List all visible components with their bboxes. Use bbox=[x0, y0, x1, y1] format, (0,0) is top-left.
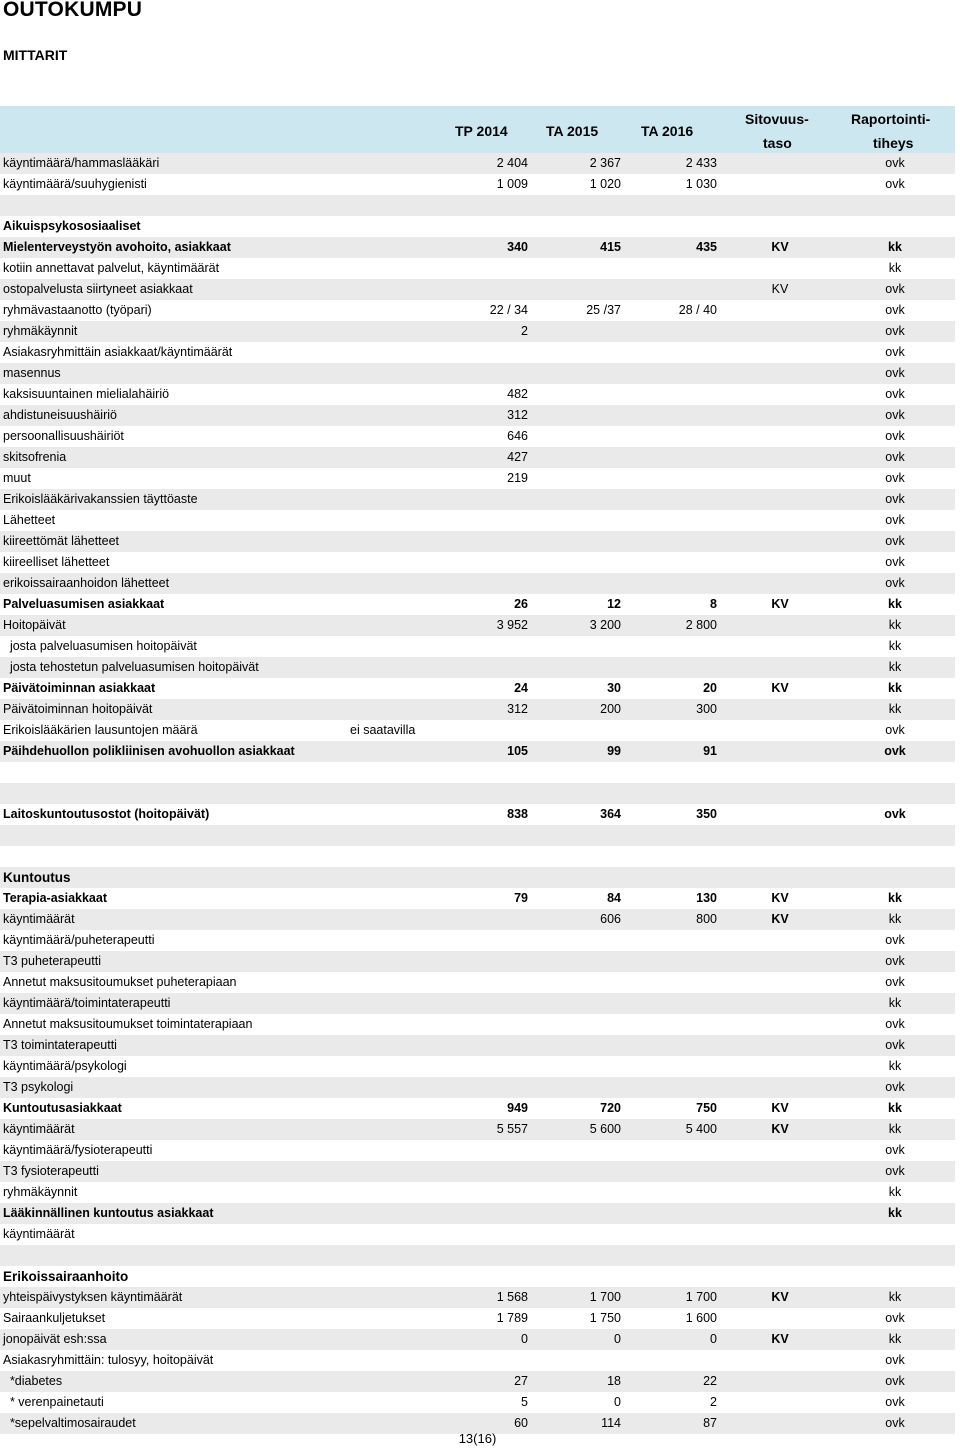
table-row bbox=[0, 888, 955, 909]
table-row bbox=[0, 720, 955, 741]
table-row bbox=[0, 594, 955, 615]
row-label: skitsofrenia bbox=[3, 450, 67, 464]
value-raportointi: ovk bbox=[885, 1311, 905, 1325]
value-raportointi: ovk bbox=[885, 1395, 905, 1409]
row-label: käyntimäärät bbox=[3, 1122, 75, 1136]
row-label: Hoitopäivät bbox=[3, 618, 66, 632]
table-row bbox=[0, 993, 955, 1014]
value-ta2015: 114 bbox=[601, 1416, 621, 1430]
value-raportointi: ovk bbox=[885, 954, 905, 968]
row-label: Asiakasryhmittäin: tulosyy, hoitopäivät bbox=[3, 1353, 214, 1367]
row-label: Päivätoiminnan asiakkaat bbox=[3, 681, 156, 695]
row-label: yhteispäivystyksen käyntimäärät bbox=[3, 1290, 183, 1304]
value-raportointi: kk bbox=[888, 1185, 902, 1199]
row-label: muut bbox=[3, 471, 31, 485]
brand-title: OUTOKUMPU bbox=[3, 0, 143, 21]
row-label: käyntimäärä/suuhygienisti bbox=[3, 177, 147, 191]
value-ta2015: 25 /37 bbox=[586, 303, 621, 317]
value-raportointi: ovk bbox=[885, 303, 905, 317]
value-raportointi: ovk bbox=[885, 534, 905, 548]
header-ta2016: TA 2016 bbox=[641, 123, 694, 139]
table-row bbox=[0, 1140, 955, 1161]
row-label: Erikoislääkärivakanssien täyttöaste bbox=[3, 492, 198, 506]
table-row bbox=[0, 1077, 955, 1098]
row-label: Lääkinnällinen kuntoutus asiakkaat bbox=[3, 1206, 214, 1220]
value-raportointi: ovk bbox=[884, 807, 906, 821]
table-row bbox=[0, 1203, 955, 1224]
value-ta2016: 435 bbox=[696, 240, 717, 254]
value-tp2014: 949 bbox=[507, 1101, 528, 1115]
value-ta2016: 350 bbox=[696, 807, 717, 821]
table-row bbox=[0, 1266, 955, 1287]
value-ta2015: 606 bbox=[600, 912, 621, 926]
value-raportointi: ovk bbox=[885, 345, 905, 359]
row-label: Erikoislääkärien lausuntojen määrä bbox=[3, 723, 198, 737]
row-label: kiireettömät lähetteet bbox=[3, 534, 120, 548]
row-label: T3 toimintaterapeutti bbox=[3, 1038, 117, 1052]
table-row bbox=[0, 783, 955, 804]
value-raportointi: kk bbox=[888, 681, 902, 695]
value-sitovuus: KV bbox=[771, 240, 789, 254]
value-tp2014: 60 bbox=[514, 1416, 528, 1430]
value-ta2015: 1 750 bbox=[589, 1311, 621, 1325]
value-raportointi: ovk bbox=[885, 1038, 905, 1052]
table-row bbox=[0, 930, 955, 951]
table-row bbox=[0, 636, 955, 657]
value-ta2015: 12 bbox=[607, 597, 621, 611]
value-ta2015: 0 bbox=[614, 1332, 621, 1346]
value-raportointi: kk bbox=[888, 639, 902, 653]
value-ta2015: 0 bbox=[614, 1395, 621, 1409]
value-ta2016: 0 bbox=[710, 1332, 717, 1346]
header-raportointi-2: tiheys bbox=[873, 135, 914, 151]
value-ta2015: 5 600 bbox=[589, 1122, 621, 1136]
row-label: masennus bbox=[3, 366, 61, 380]
value-sitovuus: KV bbox=[771, 1122, 789, 1136]
value-ta2015: 84 bbox=[607, 891, 621, 905]
row-label: käyntimäärä/hammaslääkäri bbox=[3, 156, 160, 170]
value-ta2016: 28 / 40 bbox=[678, 303, 717, 317]
row-label: käyntimäärä/toimintaterapeutti bbox=[3, 996, 171, 1010]
value-ta2016: 2 800 bbox=[685, 618, 717, 632]
table-row bbox=[0, 447, 955, 468]
row-label: T3 puheterapeutti bbox=[3, 954, 101, 968]
row-label: Kuntoutus bbox=[3, 870, 71, 885]
row-label: Erikoissairaanhoito bbox=[3, 1269, 129, 1284]
value-raportointi: ovk bbox=[885, 429, 905, 443]
value-raportointi: ovk bbox=[885, 156, 905, 170]
table-row bbox=[0, 972, 955, 993]
row-label: kiireelliset lähetteet bbox=[3, 555, 110, 569]
value-ta2015: 30 bbox=[607, 681, 621, 695]
value-sitovuus: KV bbox=[771, 891, 789, 905]
section-title: MITTARIT bbox=[3, 47, 68, 63]
table-row bbox=[0, 573, 955, 594]
value-ta2015: 2 367 bbox=[589, 156, 621, 170]
row-label: *sepelvaltimosairaudet bbox=[3, 1416, 136, 1430]
value-raportointi: ovk bbox=[885, 723, 905, 737]
table-row bbox=[0, 1119, 955, 1140]
row-label: Terapia-asiakkaat bbox=[3, 891, 107, 905]
value-ta2016: 1 030 bbox=[685, 177, 717, 191]
value-tp2014: 838 bbox=[507, 807, 528, 821]
value-tp2014: 0 bbox=[521, 1332, 528, 1346]
value-tp2014: 79 bbox=[514, 891, 528, 905]
value-tp2014: 1 568 bbox=[496, 1290, 528, 1304]
value-ta2016: 800 bbox=[696, 912, 717, 926]
value-tp2014: 3 952 bbox=[496, 618, 528, 632]
table-row bbox=[0, 510, 955, 531]
table-row bbox=[0, 1035, 955, 1056]
value-raportointi: ovk bbox=[885, 408, 905, 422]
value-raportointi: ovk bbox=[885, 933, 905, 947]
value-sitovuus: KV bbox=[771, 1290, 789, 1304]
row-label: *diabetes bbox=[3, 1374, 63, 1388]
table-row bbox=[0, 363, 955, 384]
row-label: josta palveluasumisen hoitopäivät bbox=[3, 639, 197, 653]
header-tp2014: TP 2014 bbox=[455, 123, 508, 139]
table-row bbox=[0, 321, 955, 342]
table-row bbox=[0, 258, 955, 279]
value-raportointi: kk bbox=[888, 702, 902, 716]
value-sitovuus: KV bbox=[771, 1101, 789, 1115]
table-row bbox=[0, 1350, 955, 1371]
table-row bbox=[0, 426, 955, 447]
row-label: käyntimäärät bbox=[3, 1227, 75, 1241]
header-sitovuus-1: Sitovuus- bbox=[745, 111, 809, 127]
value-tp2014: 312 bbox=[507, 702, 528, 716]
row-label: Palveluasumisen asiakkaat bbox=[3, 597, 165, 611]
row-label: * verenpainetauti bbox=[3, 1395, 104, 1409]
row-label: T3 fysioterapeutti bbox=[3, 1164, 99, 1178]
value-ta2016: 20 bbox=[703, 681, 717, 695]
table-row bbox=[0, 657, 955, 678]
table-row bbox=[0, 1308, 955, 1329]
header-raportointi-1: Raportointi- bbox=[851, 111, 931, 127]
value-ta2015: 1 020 bbox=[589, 177, 621, 191]
value-raportointi: ovk bbox=[885, 387, 905, 401]
value-tp2014: 427 bbox=[507, 450, 528, 464]
table-row bbox=[0, 1182, 955, 1203]
value-raportointi: ovk bbox=[885, 471, 905, 485]
table-row bbox=[0, 1224, 955, 1245]
table-row bbox=[0, 342, 955, 363]
value-ta2016: 5 400 bbox=[685, 1122, 717, 1136]
value-raportointi: kk bbox=[888, 912, 902, 926]
row-label: käyntimäärä/psykologi bbox=[3, 1059, 127, 1073]
value-tp2014: 219 bbox=[507, 471, 528, 485]
value-raportointi: kk bbox=[888, 261, 902, 275]
value-ta2016: 22 bbox=[703, 1374, 717, 1388]
table-row bbox=[0, 489, 955, 510]
value-ta2015: 200 bbox=[600, 702, 621, 716]
value-ta2016: 300 bbox=[696, 702, 717, 716]
value-tp2014: 105 bbox=[507, 744, 528, 758]
row-label: josta tehostetun palveluasumisen hoitopäivät bbox=[3, 660, 259, 674]
table-row bbox=[0, 468, 955, 489]
row-label: Lähetteet bbox=[3, 513, 56, 527]
value-ta2016: 87 bbox=[703, 1416, 717, 1430]
value-raportointi: kk bbox=[888, 240, 902, 254]
table-row bbox=[0, 699, 955, 720]
value-ta2016: 1 600 bbox=[685, 1311, 717, 1325]
row-label: Laitoskuntoutusostot (hoitopäivät) bbox=[3, 807, 210, 821]
table-row bbox=[0, 825, 955, 846]
value-ta2015: 364 bbox=[600, 807, 621, 821]
value-tp2014: 646 bbox=[507, 429, 528, 443]
value-tp2014: 24 bbox=[514, 681, 528, 695]
value-tp2014: 5 bbox=[521, 1395, 528, 1409]
row-label: käyntimäärät bbox=[3, 912, 75, 926]
table-row bbox=[0, 846, 955, 867]
table-row bbox=[0, 279, 955, 300]
table-row bbox=[0, 174, 955, 195]
table-header bbox=[0, 106, 955, 153]
row-label: Päihdehuollon polikliinisen avohuollon asiakkaat bbox=[3, 744, 295, 758]
row-label: ryhmävastaanotto (työpari) bbox=[3, 303, 152, 317]
value-tp2014: 27 bbox=[514, 1374, 528, 1388]
value-raportointi: kk bbox=[888, 1332, 902, 1346]
value-ta2016: 91 bbox=[703, 744, 717, 758]
value-raportointi: ovk bbox=[885, 492, 905, 506]
value-raportointi: kk bbox=[888, 891, 902, 905]
row-label: Asiakasryhmittäin asiakkaat/käyntimäärät bbox=[3, 345, 233, 359]
table-row bbox=[0, 1161, 955, 1182]
table-row bbox=[0, 237, 955, 258]
value-raportointi: kk bbox=[888, 597, 902, 611]
table-row bbox=[0, 762, 955, 783]
value-sitovuus: KV bbox=[771, 597, 789, 611]
row-label: ostopalvelusta siirtyneet asiakkaat bbox=[3, 282, 193, 296]
row-label: ryhmäkäynnit bbox=[3, 1185, 78, 1199]
row-label: persoonallisuushäiriöt bbox=[3, 429, 124, 443]
value-ta2016: 130 bbox=[696, 891, 717, 905]
row-note: ei saatavilla bbox=[350, 723, 416, 737]
value-raportointi: ovk bbox=[885, 555, 905, 569]
value-raportointi: ovk bbox=[885, 1017, 905, 1031]
value-sitovuus: KV bbox=[771, 282, 789, 296]
table-row bbox=[0, 867, 955, 888]
value-raportointi: ovk bbox=[885, 576, 905, 590]
value-raportointi: ovk bbox=[885, 1080, 905, 1094]
table-row bbox=[0, 1392, 955, 1413]
value-raportointi: kk bbox=[888, 618, 902, 632]
value-ta2015: 99 bbox=[607, 744, 621, 758]
table-row bbox=[0, 384, 955, 405]
value-ta2016: 1 700 bbox=[685, 1290, 717, 1304]
value-raportointi: ovk bbox=[885, 1374, 905, 1388]
value-ta2015: 1 700 bbox=[589, 1290, 621, 1304]
page-number: 13(16) bbox=[458, 1431, 497, 1446]
value-raportointi: ovk bbox=[885, 177, 905, 191]
row-label: kotiin annettavat palvelut, käyntimäärät bbox=[3, 261, 220, 275]
value-raportointi: ovk bbox=[885, 282, 905, 296]
table-row bbox=[0, 1329, 955, 1350]
value-ta2015: 415 bbox=[600, 240, 621, 254]
value-ta2015: 3 200 bbox=[589, 618, 621, 632]
row-label: käyntimäärä/fysioterapeutti bbox=[3, 1143, 153, 1157]
row-label: Annetut maksusitoumukset puheterapiaan bbox=[3, 975, 237, 989]
value-raportointi: ovk bbox=[885, 513, 905, 527]
value-tp2014: 1 009 bbox=[496, 177, 528, 191]
table-row bbox=[0, 951, 955, 972]
value-sitovuus: KV bbox=[771, 1332, 789, 1346]
value-ta2016: 2 433 bbox=[685, 156, 717, 170]
value-raportointi: kk bbox=[888, 1122, 902, 1136]
row-label: Päivätoiminnan hoitopäivät bbox=[3, 702, 153, 716]
value-tp2014: 482 bbox=[507, 387, 528, 401]
table-row bbox=[0, 1245, 955, 1266]
value-raportointi: ovk bbox=[885, 1416, 905, 1430]
value-tp2014: 22 / 34 bbox=[489, 303, 528, 317]
value-raportointi: kk bbox=[888, 1290, 902, 1304]
table-row bbox=[0, 1014, 955, 1035]
table-row bbox=[0, 531, 955, 552]
value-raportointi: ovk bbox=[885, 324, 905, 338]
value-ta2015: 18 bbox=[607, 1374, 621, 1388]
table-row bbox=[0, 804, 955, 825]
row-label: ahdistuneisuushäiriö bbox=[3, 408, 117, 422]
value-raportointi: ovk bbox=[885, 1353, 905, 1367]
row-label: T3 psykologi bbox=[3, 1080, 74, 1094]
value-tp2014: 1 789 bbox=[496, 1311, 528, 1325]
row-label: käyntimäärä/puheterapeutti bbox=[3, 933, 155, 947]
table-row bbox=[0, 216, 955, 237]
row-label: Sairaankuljetukset bbox=[3, 1311, 106, 1325]
value-raportointi: ovk bbox=[885, 366, 905, 380]
table-row bbox=[0, 741, 955, 762]
value-raportointi: kk bbox=[888, 996, 902, 1010]
value-ta2016: 8 bbox=[710, 597, 717, 611]
value-raportointi: kk bbox=[888, 1059, 902, 1073]
row-label: erikoissairaanhoidon lähetteet bbox=[3, 576, 170, 590]
value-raportointi: ovk bbox=[884, 744, 906, 758]
row-label: Mielenterveystyön avohoito, asiakkaat bbox=[3, 240, 231, 254]
table-row bbox=[0, 615, 955, 636]
row-label: jonopäivät esh:ssa bbox=[3, 1332, 107, 1346]
table-row bbox=[0, 1056, 955, 1077]
table-row bbox=[0, 195, 955, 216]
value-raportointi: kk bbox=[888, 1101, 902, 1115]
row-label: Aikuispsykososiaaliset bbox=[3, 219, 141, 233]
table-row bbox=[0, 1287, 955, 1308]
table-row bbox=[0, 300, 955, 321]
table-row bbox=[0, 678, 955, 699]
row-label: Annetut maksusitoumukset toimintaterapiaan bbox=[3, 1017, 253, 1031]
row-label: kaksisuuntainen mielialahäiriö bbox=[3, 387, 170, 401]
table-row bbox=[0, 153, 955, 174]
value-raportointi: ovk bbox=[885, 975, 905, 989]
value-raportointi: ovk bbox=[885, 450, 905, 464]
table-row bbox=[0, 1371, 955, 1392]
value-ta2015: 720 bbox=[600, 1101, 621, 1115]
table-row bbox=[0, 552, 955, 573]
table-row bbox=[0, 909, 955, 930]
value-tp2014: 2 bbox=[521, 324, 528, 338]
value-ta2016: 2 bbox=[710, 1395, 717, 1409]
header-sitovuus-2: taso bbox=[763, 135, 792, 151]
value-sitovuus: KV bbox=[771, 681, 789, 695]
value-tp2014: 340 bbox=[507, 240, 528, 254]
table-row bbox=[0, 405, 955, 426]
value-tp2014: 26 bbox=[514, 597, 528, 611]
row-label: Kuntoutusasiakkaat bbox=[3, 1101, 122, 1115]
metrics-table bbox=[0, 153, 955, 1434]
value-raportointi: kk bbox=[888, 660, 902, 674]
value-tp2014: 312 bbox=[507, 408, 528, 422]
value-tp2014: 5 557 bbox=[496, 1122, 528, 1136]
value-tp2014: 2 404 bbox=[496, 156, 528, 170]
value-raportointi: ovk bbox=[885, 1143, 905, 1157]
value-sitovuus: KV bbox=[771, 912, 789, 926]
header-ta2015: TA 2015 bbox=[546, 123, 599, 139]
value-ta2016: 750 bbox=[696, 1101, 717, 1115]
row-label: ryhmäkäynnit bbox=[3, 324, 78, 338]
table-row bbox=[0, 1098, 955, 1119]
value-raportointi: kk bbox=[888, 1206, 902, 1220]
value-raportointi: ovk bbox=[885, 1164, 905, 1178]
